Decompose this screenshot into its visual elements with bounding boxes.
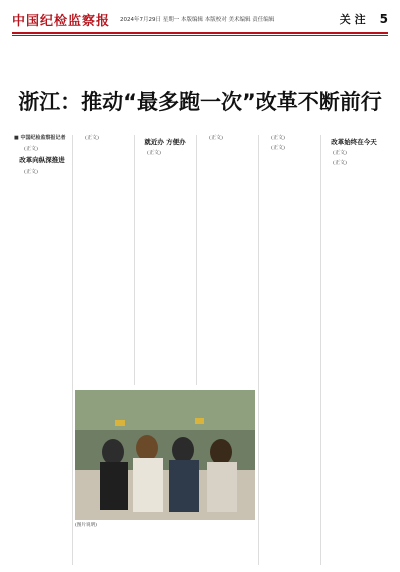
photo-caption: (图片说明): [75, 523, 97, 528]
column-4: [199, 135, 255, 385]
column-6-paragraph-2: (正文): [333, 160, 347, 167]
byline: ■ 中国纪检监察报记者: [14, 135, 66, 141]
masthead: [12, 6, 388, 32]
column-divider: [134, 135, 135, 385]
column-5: [261, 135, 317, 565]
column-divider: [258, 135, 259, 565]
column-6-subheading: 改革始终在今天: [331, 138, 377, 146]
column-2: [75, 135, 131, 385]
column-3-subheading: 就近办 方便办: [144, 138, 186, 146]
column-divider: [320, 135, 321, 565]
column-6: [323, 135, 385, 565]
column-5-paragraph-1: (正文): [271, 135, 285, 141]
newspaper-logo: 中国纪检监察报: [12, 13, 111, 29]
column-3: [137, 135, 193, 385]
section-name: 关 注: [339, 13, 366, 26]
news-photo: [75, 390, 255, 520]
column-1: [14, 135, 70, 565]
column-4-paragraph-1: (正文): [209, 135, 223, 141]
column-6-paragraph-1: (正文): [333, 150, 347, 157]
page-number: 5: [379, 12, 388, 26]
main-headline: 浙江：推动“最多跑一次”改革不断前行: [18, 90, 382, 114]
column-divider: [72, 135, 73, 565]
column-2-paragraph-1: (正文): [85, 135, 99, 141]
column-1-subheading: 改革向纵深推进: [19, 156, 65, 165]
header-rule-thin: [12, 35, 388, 36]
issue-meta: 2024年7月29日 星期一 本版编辑 本版校对 美术编辑 责任编辑: [120, 17, 275, 23]
column-divider: [196, 135, 197, 385]
photo-illustration: [75, 390, 255, 520]
header-rule: [12, 32, 388, 34]
column-1-paragraph-2: (正文): [24, 168, 38, 175]
column-1-paragraph-1: (正文): [24, 146, 38, 153]
column-5-paragraph-2: (正文): [271, 145, 285, 152]
column-3-paragraph-1: (正文): [147, 150, 161, 157]
